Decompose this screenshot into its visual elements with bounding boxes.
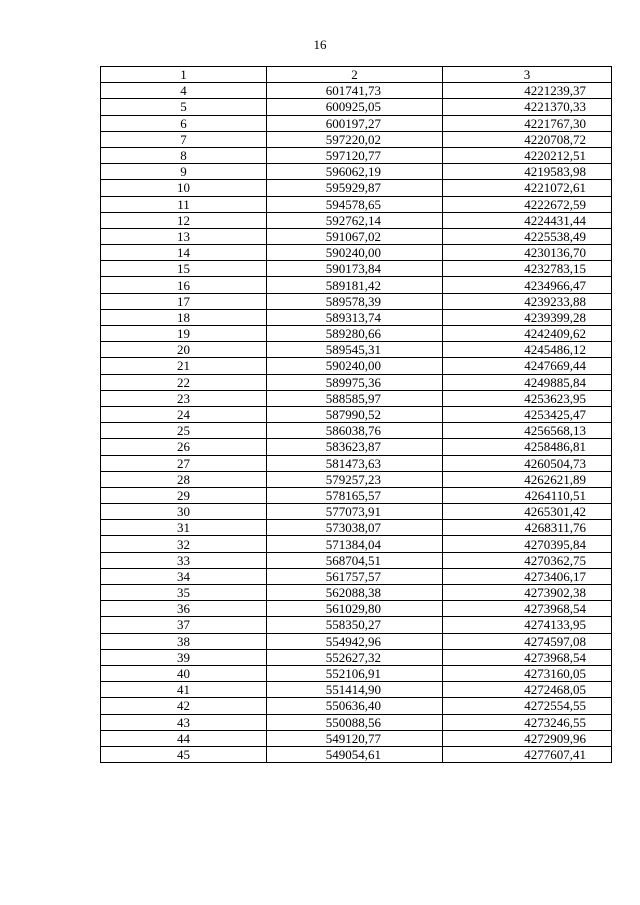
table-row bbox=[101, 730, 612, 746]
point-number-cell: 28 bbox=[101, 471, 267, 487]
point-number-cell: 36 bbox=[101, 601, 267, 617]
x-coordinate-cell: 597220,02 bbox=[267, 131, 443, 147]
point-number-cell: 23 bbox=[101, 390, 267, 406]
table-row bbox=[101, 423, 612, 439]
table-row bbox=[101, 455, 612, 471]
x-coordinate-cell: 596062,19 bbox=[267, 164, 443, 180]
point-number-cell: 43 bbox=[101, 714, 267, 730]
table-row bbox=[101, 326, 612, 342]
point-number-cell: 11 bbox=[101, 196, 267, 212]
point-number-cell: 30 bbox=[101, 504, 267, 520]
table-row bbox=[101, 390, 612, 406]
x-coordinate-cell: 590240,00 bbox=[267, 358, 443, 374]
point-number-cell: 14 bbox=[101, 245, 267, 261]
table-row bbox=[101, 245, 612, 261]
table-row bbox=[101, 617, 612, 633]
point-number-cell: 34 bbox=[101, 568, 267, 584]
point-number-cell: 33 bbox=[101, 552, 267, 568]
x-coordinate-cell: 561757,57 bbox=[267, 568, 443, 584]
y-coordinate-cell: 4272468,05 bbox=[443, 682, 612, 698]
table-row bbox=[101, 746, 612, 762]
point-number-cell: 40 bbox=[101, 665, 267, 681]
y-coordinate-cell: 4221239,37 bbox=[443, 83, 612, 99]
x-coordinate-cell: 592762,14 bbox=[267, 212, 443, 228]
y-coordinate-cell: 4273406,17 bbox=[443, 568, 612, 584]
y-coordinate-cell: 4274597,08 bbox=[443, 633, 612, 649]
point-number-cell: 29 bbox=[101, 487, 267, 503]
y-coordinate-cell: 4232783,15 bbox=[443, 261, 612, 277]
table-row bbox=[101, 131, 612, 147]
table-row bbox=[101, 261, 612, 277]
y-coordinate-cell: 4273902,38 bbox=[443, 585, 612, 601]
table-row bbox=[101, 196, 612, 212]
y-coordinate-cell: 4221072,61 bbox=[443, 180, 612, 196]
y-coordinate-cell: 4274133,95 bbox=[443, 617, 612, 633]
table-row bbox=[101, 212, 612, 228]
point-number-cell: 41 bbox=[101, 682, 267, 698]
y-coordinate-cell: 4253623,95 bbox=[443, 390, 612, 406]
y-coordinate-cell: 4221370,33 bbox=[443, 99, 612, 115]
column-header-2: 2 bbox=[267, 67, 443, 83]
x-coordinate-cell: 550088,56 bbox=[267, 714, 443, 730]
point-number-cell: 7 bbox=[101, 131, 267, 147]
x-coordinate-cell: 549120,77 bbox=[267, 730, 443, 746]
x-coordinate-cell: 554942,96 bbox=[267, 633, 443, 649]
y-coordinate-cell: 4242409,62 bbox=[443, 326, 612, 342]
point-number-cell: 35 bbox=[101, 585, 267, 601]
x-coordinate-cell: 594578,65 bbox=[267, 196, 443, 212]
point-number-cell: 26 bbox=[101, 439, 267, 455]
x-coordinate-cell: 562088,38 bbox=[267, 585, 443, 601]
y-coordinate-cell: 4247669,44 bbox=[443, 358, 612, 374]
column-header-3: 3 bbox=[443, 67, 612, 83]
point-number-cell: 4 bbox=[101, 83, 267, 99]
table-row bbox=[101, 649, 612, 665]
x-coordinate-cell: 549054,61 bbox=[267, 746, 443, 762]
y-coordinate-cell: 4265301,42 bbox=[443, 504, 612, 520]
y-coordinate-cell: 4220212,51 bbox=[443, 147, 612, 163]
table-row bbox=[101, 342, 612, 358]
y-coordinate-cell: 4234966,47 bbox=[443, 277, 612, 293]
y-coordinate-cell: 4270362,75 bbox=[443, 552, 612, 568]
table-row bbox=[101, 633, 612, 649]
x-coordinate-cell: 577073,91 bbox=[267, 504, 443, 520]
table-row bbox=[101, 520, 612, 536]
y-coordinate-cell: 4239399,28 bbox=[443, 309, 612, 325]
point-number-cell: 17 bbox=[101, 293, 267, 309]
point-number-cell: 22 bbox=[101, 374, 267, 390]
y-coordinate-cell: 4260504,73 bbox=[443, 455, 612, 471]
x-coordinate-cell: 550636,40 bbox=[267, 698, 443, 714]
point-number-cell: 39 bbox=[101, 649, 267, 665]
x-coordinate-cell: 558350,27 bbox=[267, 617, 443, 633]
table-row bbox=[101, 309, 612, 325]
x-coordinate-cell: 589975,36 bbox=[267, 374, 443, 390]
x-coordinate-cell: 579257,23 bbox=[267, 471, 443, 487]
x-coordinate-cell: 568704,51 bbox=[267, 552, 443, 568]
y-coordinate-cell: 4264110,51 bbox=[443, 487, 612, 503]
point-number-cell: 42 bbox=[101, 698, 267, 714]
table-row bbox=[101, 439, 612, 455]
point-number-cell: 24 bbox=[101, 406, 267, 422]
y-coordinate-cell: 4225538,49 bbox=[443, 228, 612, 244]
table-row bbox=[101, 568, 612, 584]
point-number-cell: 13 bbox=[101, 228, 267, 244]
y-coordinate-cell: 4273968,54 bbox=[443, 601, 612, 617]
table-row bbox=[101, 277, 612, 293]
y-coordinate-cell: 4262621,89 bbox=[443, 471, 612, 487]
y-coordinate-cell: 4253425,47 bbox=[443, 406, 612, 422]
point-number-cell: 5 bbox=[101, 99, 267, 115]
table-row bbox=[101, 585, 612, 601]
table-row bbox=[101, 374, 612, 390]
x-coordinate-cell: 591067,02 bbox=[267, 228, 443, 244]
table-row bbox=[101, 665, 612, 681]
point-number-cell: 16 bbox=[101, 277, 267, 293]
table-row bbox=[101, 714, 612, 730]
y-coordinate-cell: 4268311,76 bbox=[443, 520, 612, 536]
point-number-cell: 15 bbox=[101, 261, 267, 277]
table-row bbox=[101, 552, 612, 568]
point-number-cell: 45 bbox=[101, 746, 267, 762]
y-coordinate-cell: 4277607,41 bbox=[443, 746, 612, 762]
y-coordinate-cell: 4221767,30 bbox=[443, 115, 612, 131]
y-coordinate-cell: 4273246,55 bbox=[443, 714, 612, 730]
x-coordinate-cell: 590173,84 bbox=[267, 261, 443, 277]
point-number-cell: 37 bbox=[101, 617, 267, 633]
point-number-cell: 8 bbox=[101, 147, 267, 163]
point-number-cell: 25 bbox=[101, 423, 267, 439]
table-row bbox=[101, 682, 612, 698]
table-row bbox=[101, 228, 612, 244]
y-coordinate-cell: 4256568,13 bbox=[443, 423, 612, 439]
point-number-cell: 10 bbox=[101, 180, 267, 196]
x-coordinate-cell: 590240,00 bbox=[267, 245, 443, 261]
x-coordinate-cell: 587990,52 bbox=[267, 406, 443, 422]
column-header-1: 1 bbox=[101, 67, 267, 83]
table-body bbox=[101, 83, 612, 763]
y-coordinate-cell: 4270395,84 bbox=[443, 536, 612, 552]
x-coordinate-cell: 589578,39 bbox=[267, 293, 443, 309]
table-row bbox=[101, 406, 612, 422]
y-coordinate-cell: 4222672,59 bbox=[443, 196, 612, 212]
y-coordinate-cell: 4249885,84 bbox=[443, 374, 612, 390]
point-number-cell: 21 bbox=[101, 358, 267, 374]
y-coordinate-cell: 4219583,98 bbox=[443, 164, 612, 180]
y-coordinate-cell: 4239233,88 bbox=[443, 293, 612, 309]
x-coordinate-cell: 573038,07 bbox=[267, 520, 443, 536]
point-number-cell: 27 bbox=[101, 455, 267, 471]
x-coordinate-cell: 597120,77 bbox=[267, 147, 443, 163]
table-row bbox=[101, 83, 612, 99]
x-coordinate-cell: 552106,91 bbox=[267, 665, 443, 681]
table-row bbox=[101, 504, 612, 520]
y-coordinate-cell: 4272554,55 bbox=[443, 698, 612, 714]
x-coordinate-cell: 581473,63 bbox=[267, 455, 443, 471]
y-coordinate-cell: 4245486,12 bbox=[443, 342, 612, 358]
page-number: 16 bbox=[313, 37, 327, 52]
x-coordinate-cell: 589313,74 bbox=[267, 309, 443, 325]
x-coordinate-cell: 588585,97 bbox=[267, 390, 443, 406]
x-coordinate-cell: 583623,87 bbox=[267, 439, 443, 455]
x-coordinate-cell: 561029,80 bbox=[267, 601, 443, 617]
table-row bbox=[101, 487, 612, 503]
y-coordinate-cell: 4273968,54 bbox=[443, 649, 612, 665]
y-coordinate-cell: 4230136,70 bbox=[443, 245, 612, 261]
table-row bbox=[101, 180, 612, 196]
coordinates-table bbox=[100, 66, 612, 763]
point-number-cell: 12 bbox=[101, 212, 267, 228]
table-row bbox=[101, 471, 612, 487]
point-number-cell: 44 bbox=[101, 730, 267, 746]
point-number-cell: 6 bbox=[101, 115, 267, 131]
point-number-cell: 19 bbox=[101, 326, 267, 342]
point-number-cell: 18 bbox=[101, 309, 267, 325]
x-coordinate-cell: 600925,05 bbox=[267, 99, 443, 115]
y-coordinate-cell: 4258486,81 bbox=[443, 439, 612, 455]
table-row bbox=[101, 99, 612, 115]
y-coordinate-cell: 4272909,96 bbox=[443, 730, 612, 746]
x-coordinate-cell: 552627,32 bbox=[267, 649, 443, 665]
x-coordinate-cell: 551414,90 bbox=[267, 682, 443, 698]
point-number-cell: 32 bbox=[101, 536, 267, 552]
x-coordinate-cell: 601741,73 bbox=[267, 83, 443, 99]
table-row bbox=[101, 601, 612, 617]
point-number-cell: 38 bbox=[101, 633, 267, 649]
table-row bbox=[101, 536, 612, 552]
table-row bbox=[101, 358, 612, 374]
table-header-row bbox=[101, 67, 612, 83]
x-coordinate-cell: 600197,27 bbox=[267, 115, 443, 131]
table-row bbox=[101, 698, 612, 714]
point-number-cell: 9 bbox=[101, 164, 267, 180]
x-coordinate-cell: 578165,57 bbox=[267, 487, 443, 503]
x-coordinate-cell: 595929,87 bbox=[267, 180, 443, 196]
y-coordinate-cell: 4273160,05 bbox=[443, 665, 612, 681]
table-row bbox=[101, 164, 612, 180]
x-coordinate-cell: 589181,42 bbox=[267, 277, 443, 293]
x-coordinate-cell: 589545,31 bbox=[267, 342, 443, 358]
x-coordinate-cell: 589280,66 bbox=[267, 326, 443, 342]
table-row bbox=[101, 147, 612, 163]
y-coordinate-cell: 4224431,44 bbox=[443, 212, 612, 228]
point-number-cell: 20 bbox=[101, 342, 267, 358]
y-coordinate-cell: 4220708,72 bbox=[443, 131, 612, 147]
x-coordinate-cell: 586038,76 bbox=[267, 423, 443, 439]
table-row bbox=[101, 293, 612, 309]
point-number-cell: 31 bbox=[101, 520, 267, 536]
table-row bbox=[101, 115, 612, 131]
x-coordinate-cell: 571384,04 bbox=[267, 536, 443, 552]
